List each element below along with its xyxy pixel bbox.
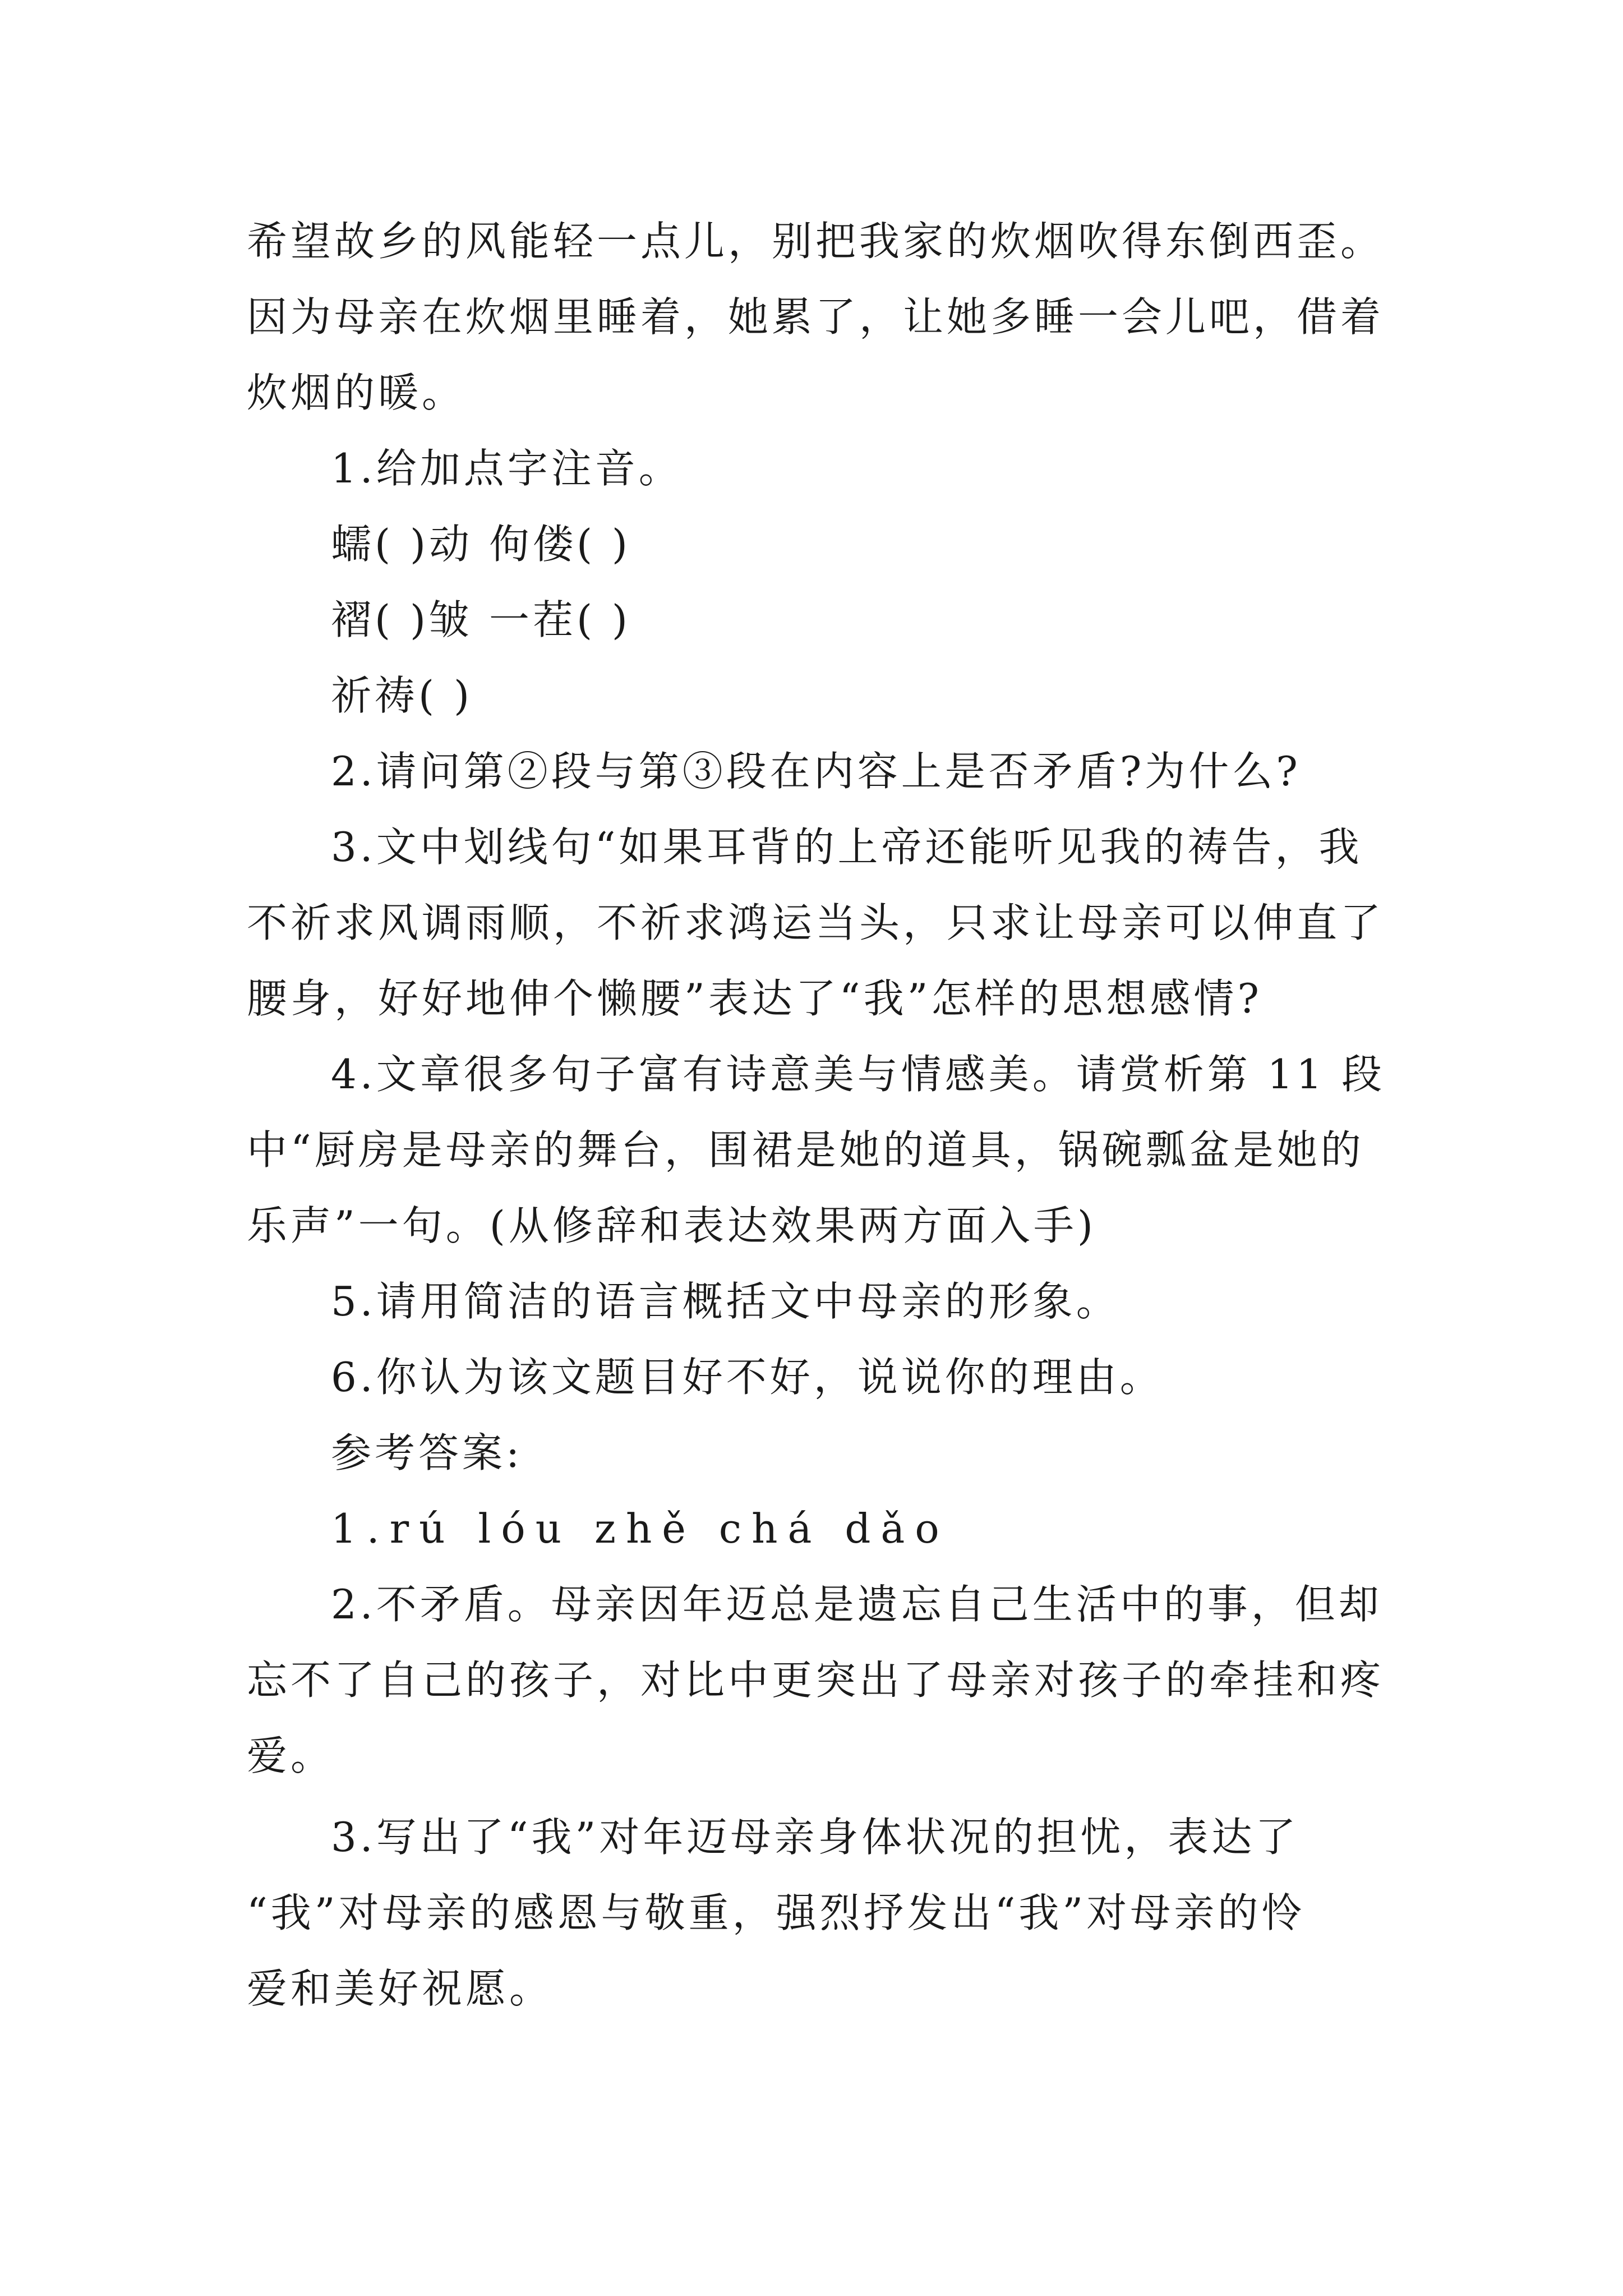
question-1-row: 蠕( )动 佝偻( ) (331, 521, 631, 568)
question-4-line: 中“厨房是母亲的舞台，围裙是她的道具，锅碗瓢盆是她的 (247, 1126, 1364, 1174)
answer-3-line: “我”对母亲的感恩与敬重，强烈抒发出“我”对母亲的怜 (247, 1889, 1306, 1936)
answers-heading: 参考答案: (331, 1429, 523, 1476)
question-3-line: 不祈求风调雨顺，不祈求鸿运当头，只求让母亲可以伸直了 (247, 899, 1385, 946)
question-5: 5.请用简洁的语言概括文中母亲的形象。 (331, 1278, 1120, 1325)
question-4-line: 4.文章很多句子富有诗意美与情感美。请赏析第 11 段 (331, 1051, 1386, 1098)
question-1-prompt: 1.给加点字注音。 (331, 445, 683, 492)
question-6: 6.你认为该文题目好不好，说说你的理由。 (331, 1354, 1164, 1401)
answer-2-line: 爱。 (247, 1732, 335, 1779)
passage-line: 希望故乡的风能轻一点儿，别把我家的炊烟吹得东倒西歪。 (247, 218, 1385, 265)
question-1-row: 褶( )皱 一茬( ) (331, 596, 631, 643)
question-3-line: 腰身，好好地伸个懒腰”表达了“我”怎样的思想感情? (247, 975, 1263, 1022)
answer-1: 1.rú lóu zhě chá dǎo (331, 1505, 949, 1552)
answer-3-line: 3.写出了“我”对年迈母亲身体状况的担忧，表达了 (331, 1814, 1299, 1861)
answer-2-line: 忘不了自己的孩子，对比中更突出了母亲对孩子的牵挂和疼 (247, 1657, 1385, 1704)
question-4-line: 乐声”一句。(从修辞和表达效果两方面入手) (247, 1202, 1096, 1249)
answer-2-line: 2.不矛盾。母亲因年迈总是遗忘自己生活中的事，但却 (331, 1581, 1382, 1628)
passage-line: 炊烟的暖。 (247, 369, 466, 416)
passage-line: 因为母亲在炊烟里睡着，她累了，让她多睡一会儿吧，借着 (247, 293, 1385, 341)
question-3-line: 3.文中划线句“如果耳背的上帝还能听见我的祷告，我 (331, 823, 1363, 871)
answer-3-line: 爱和美好祝愿。 (247, 1965, 554, 2012)
question-2: 2.请问第②段与第③段在内容上是否矛盾?为什么? (331, 748, 1301, 795)
question-1-row: 祈祷( ) (331, 672, 473, 719)
